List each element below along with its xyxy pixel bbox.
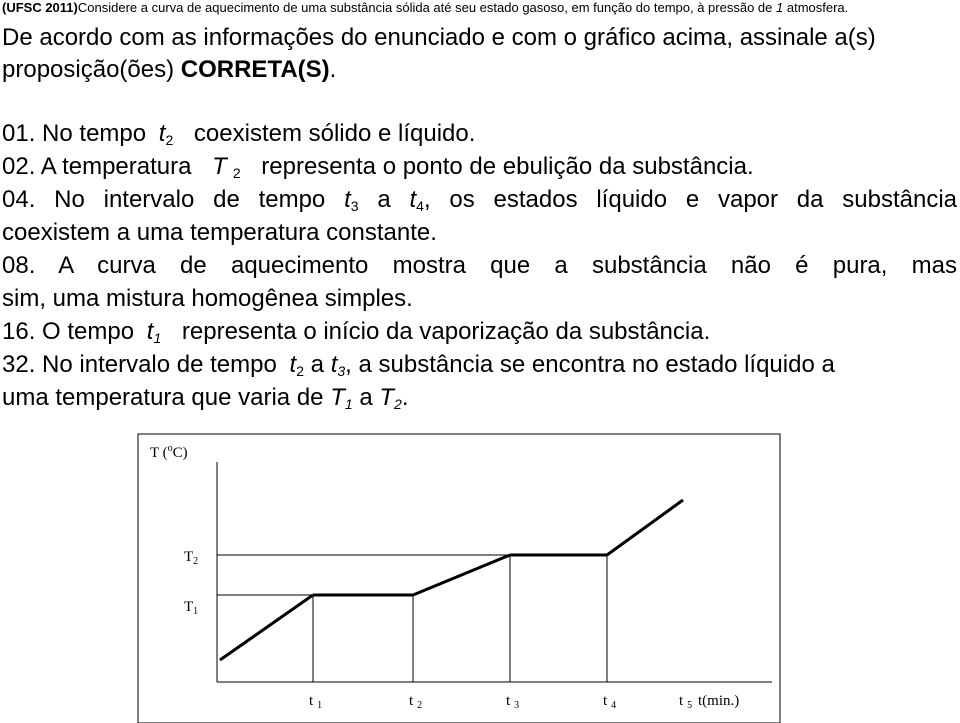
option-text: A temperatura — [40, 153, 192, 180]
option-number: 32. — [2, 351, 36, 378]
pressure-unit: atmosfera. — [786, 0, 849, 15]
pressure-value: 1 — [776, 0, 784, 15]
option-number: 08. — [2, 252, 36, 279]
option-text: , os estados líquido e vapor da substância — [423, 186, 957, 213]
symbol: t — [146, 318, 154, 345]
option-number: 04. — [2, 186, 36, 213]
y-axis-label: T ($^o$C) — [150, 443, 188, 461]
option-text: coexistem a uma temperatura constante. — [2, 219, 437, 246]
intro-end: . — [329, 56, 337, 83]
question-statement: Considere a curva de aquecimento de uma substância sólida até seu estado gasoso, em função do tempo, à pressão de — [77, 0, 773, 15]
option-text: O tempo — [42, 318, 135, 345]
symbol-sub: 2 — [296, 363, 304, 379]
option-text: coexistem sólido e líquido. — [193, 120, 476, 147]
option-number: 16. — [2, 318, 36, 345]
option-text: a — [359, 384, 373, 411]
option-text: No intervalo de tempo — [42, 351, 277, 378]
symbol-sub: 2 — [394, 396, 402, 412]
x-axis-label: t(min.) — [698, 693, 740, 709]
symbol-sub: 4 — [416, 198, 424, 214]
curve-segment-3 — [413, 555, 510, 595]
option-text: uma temperatura que varia de — [2, 384, 324, 411]
symbol-sub: 1 — [344, 396, 353, 412]
option-text: . — [401, 384, 409, 411]
symbol-sub: 2 — [165, 132, 174, 148]
option-text: No tempo — [42, 120, 147, 147]
symbol: t — [330, 351, 338, 378]
symbol: t — [289, 351, 297, 378]
x-tick-label-t1: t $_1$ — [309, 693, 323, 711]
intro-bold: CORRETA(S) — [180, 56, 330, 83]
chart-frame — [138, 434, 780, 723]
x-tick-label-t4: t $_4$ — [603, 693, 617, 711]
option-text: No intervalo de tempo — [54, 186, 326, 213]
question-source: (UFSC 2011) — [2, 0, 78, 15]
option-text: representa o ponto de ebulição da substância. — [261, 153, 754, 180]
symbol: t — [409, 186, 417, 213]
option-text: representa o início da vaporização da substância. — [181, 318, 711, 345]
x-tick-label-t2: t $_2$ — [409, 693, 423, 711]
intro-text: De acordo com as informações do enunciado e com o gráfico acima, assinale a(s) proposição(ões) — [2, 24, 876, 83]
option-text: A curva de aquecimento mostra que a substância não é pura, mas — [58, 252, 958, 279]
option-text: sim, uma mistura homogênea simples. — [2, 285, 413, 312]
option-text: a — [377, 186, 391, 213]
symbol: T — [212, 153, 227, 180]
symbol: t — [158, 120, 166, 147]
symbol: T — [379, 384, 395, 411]
option-number: 01. — [2, 120, 36, 147]
x-tick-label-t5: t $_5$ — [679, 693, 693, 711]
symbol-sub: 3 — [337, 363, 346, 379]
x-tick-label-t3: t $_3$ — [506, 693, 520, 711]
curve-segment-1 — [220, 595, 313, 660]
symbol: t — [344, 186, 351, 213]
option-number: 02. — [2, 153, 36, 180]
option-text: a — [310, 351, 325, 378]
symbol-sub: 3 — [350, 198, 359, 214]
y-tick-label-T2: $T_2$ — [184, 549, 199, 567]
symbol-sub: 2 — [232, 165, 241, 181]
option-text: , a substância se encontra no estado líquido a — [345, 351, 835, 378]
symbol-sub: 1 — [153, 330, 162, 346]
symbol: T — [330, 384, 345, 411]
curve-segment-5 — [607, 500, 683, 555]
y-tick-label-T1: $T_1$ — [184, 599, 199, 617]
